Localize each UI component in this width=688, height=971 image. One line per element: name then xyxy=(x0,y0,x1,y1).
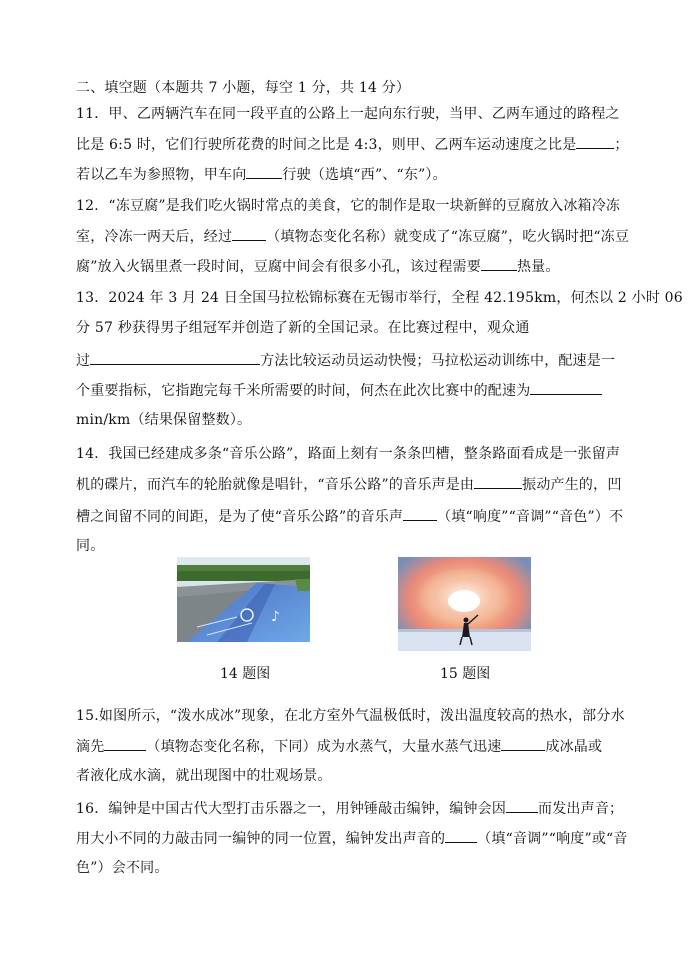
q12-line-2 xyxy=(76,226,629,247)
q15-text: 成冰晶或 xyxy=(545,739,603,755)
q15-blank-1[interactable] xyxy=(104,736,146,751)
q11-line-2 xyxy=(76,134,629,155)
q16-line-1 xyxy=(76,798,623,819)
q16-line-2 xyxy=(76,828,628,849)
q16-text: 用大小不同的力敲击同一编钟的同一位置，编钟发出声音的 xyxy=(76,831,446,847)
q12-text: 腐”放入火锅里煮一段时间，豆腐中间会有很多小孔，该过程需要 xyxy=(76,259,481,275)
q11-text: 行驶（选填“西”、“东”）。 xyxy=(282,167,447,183)
music-road-image xyxy=(177,557,310,642)
q13-line-3 xyxy=(76,350,615,371)
q15-blank-2[interactable] xyxy=(501,736,545,751)
q11-blank-2[interactable] xyxy=(246,164,282,179)
q16-text: 而发出声音； xyxy=(538,801,624,817)
q13-line-1: 13．2024 年 3 月 24 日全国马拉松锦标赛在无锡市举行，全程 42.195km，何杰以 2 小时 06 xyxy=(76,290,683,306)
q13-line-5: min/km（结果保留整数）。 xyxy=(76,412,252,428)
q13-blank-2[interactable] xyxy=(530,380,602,395)
q16-text: （填“音调”“响度”或“音 xyxy=(477,831,628,847)
section-title: 二、填空题（本题共 7 小题，每空 1 分，共 14 分） xyxy=(76,80,411,96)
q16-blank-1[interactable] xyxy=(506,798,538,813)
q13-text: 方法比较运动员运动快慢；马拉松运动训练中，配速是一 xyxy=(260,353,616,369)
q14-line-4: 同。 xyxy=(76,538,105,554)
figure-14-music-road xyxy=(177,557,310,642)
q16-blank-2[interactable] xyxy=(445,828,477,843)
q12-text: 室，冷冻一两天后，经过 xyxy=(76,229,233,245)
q11-text: 比是 6:5 时，它们行驶所花费的时间之比是 4:3，则甲、乙两车运动速度之比是 xyxy=(76,137,577,153)
q14-blank-2[interactable] xyxy=(403,506,437,521)
q13-text: 个重要指标，它指跑完每千米所需要的时间，何杰在此次比赛中的配速为 xyxy=(76,383,531,399)
q11-line-3 xyxy=(76,164,447,185)
q12-text: （填物态变化名称）就变成了“冻豆腐”，吃火锅时把“冻豆 xyxy=(266,229,630,245)
figure-15-splash-ice xyxy=(398,557,531,651)
q14-line-2 xyxy=(76,474,622,495)
q14-text: （填“响度”“音调”“音色”）不 xyxy=(437,509,624,525)
q15-line-2 xyxy=(76,736,602,757)
svg-text:♪: ♪ xyxy=(271,609,280,625)
q11-blank-1[interactable] xyxy=(576,134,614,149)
q15-text: 滴先 xyxy=(76,739,105,755)
splash-ice-image xyxy=(398,557,531,651)
q13-line-2: 分 57 秒获得男子组冠军并创造了新的全国记录。在比赛过程中，观众通 xyxy=(76,320,530,336)
q14-text: 槽之间留不同的间距，是为了使“音乐公路”的音乐声 xyxy=(76,509,404,525)
q11-line-1: 11．甲、乙两辆汽车在同一段平直的公路上一起向东行驶，当甲、乙两车通过的路程之 xyxy=(76,106,620,122)
q13-text: 过 xyxy=(76,353,91,369)
q11-text: 若以乙车为参照物，甲车向 xyxy=(76,167,247,183)
q16-line-3: 色”）会不同。 xyxy=(76,860,169,876)
q14-line-1: 14．我国已经建成多条“音乐公路”，路面上刻有一条条凹槽，整条路面看成是一张留声 xyxy=(76,446,621,462)
q12-text: 热量。 xyxy=(516,259,560,275)
q13-line-4 xyxy=(76,380,602,401)
q12-line-3 xyxy=(76,256,560,277)
figure-14-caption: 14 题图 xyxy=(220,666,271,682)
figure-15-caption: 15 题图 xyxy=(440,666,491,682)
q14-text: 振动产生的，凹 xyxy=(522,477,622,493)
q14-blank-1[interactable] xyxy=(474,474,522,489)
q12-line-1: 12．“冻豆腐”是我们吃火锅时常点的美食，它的制作是取一块新鲜的豆腐放入冰箱冷冻 xyxy=(76,198,621,214)
q15-line-3: 者液化成水滴，就出现图中的壮观场景。 xyxy=(76,768,332,784)
q16-text: 16．编钟是中国古代大型打击乐器之一，用钟锤敲击编钟，编钟会因 xyxy=(76,801,507,817)
q14-text: 机的碟片，而汽车的轮胎就像是唱针，“音乐公路”的音乐声是由 xyxy=(76,477,475,493)
q15-line-1: 15.如图所示，“泼水成冰”现象，在北方室外气温极低时，泼出温度较高的热水，部分水 xyxy=(76,708,625,724)
q15-text: （填物态变化名称，下同）成为水蒸气，大量水蒸气迅速 xyxy=(146,739,502,755)
q12-blank-2[interactable] xyxy=(481,256,517,271)
q11-text: ； xyxy=(614,137,629,153)
q13-blank-1[interactable] xyxy=(90,350,260,365)
q14-line-3 xyxy=(76,506,623,527)
q12-blank-1[interactable] xyxy=(232,226,266,241)
